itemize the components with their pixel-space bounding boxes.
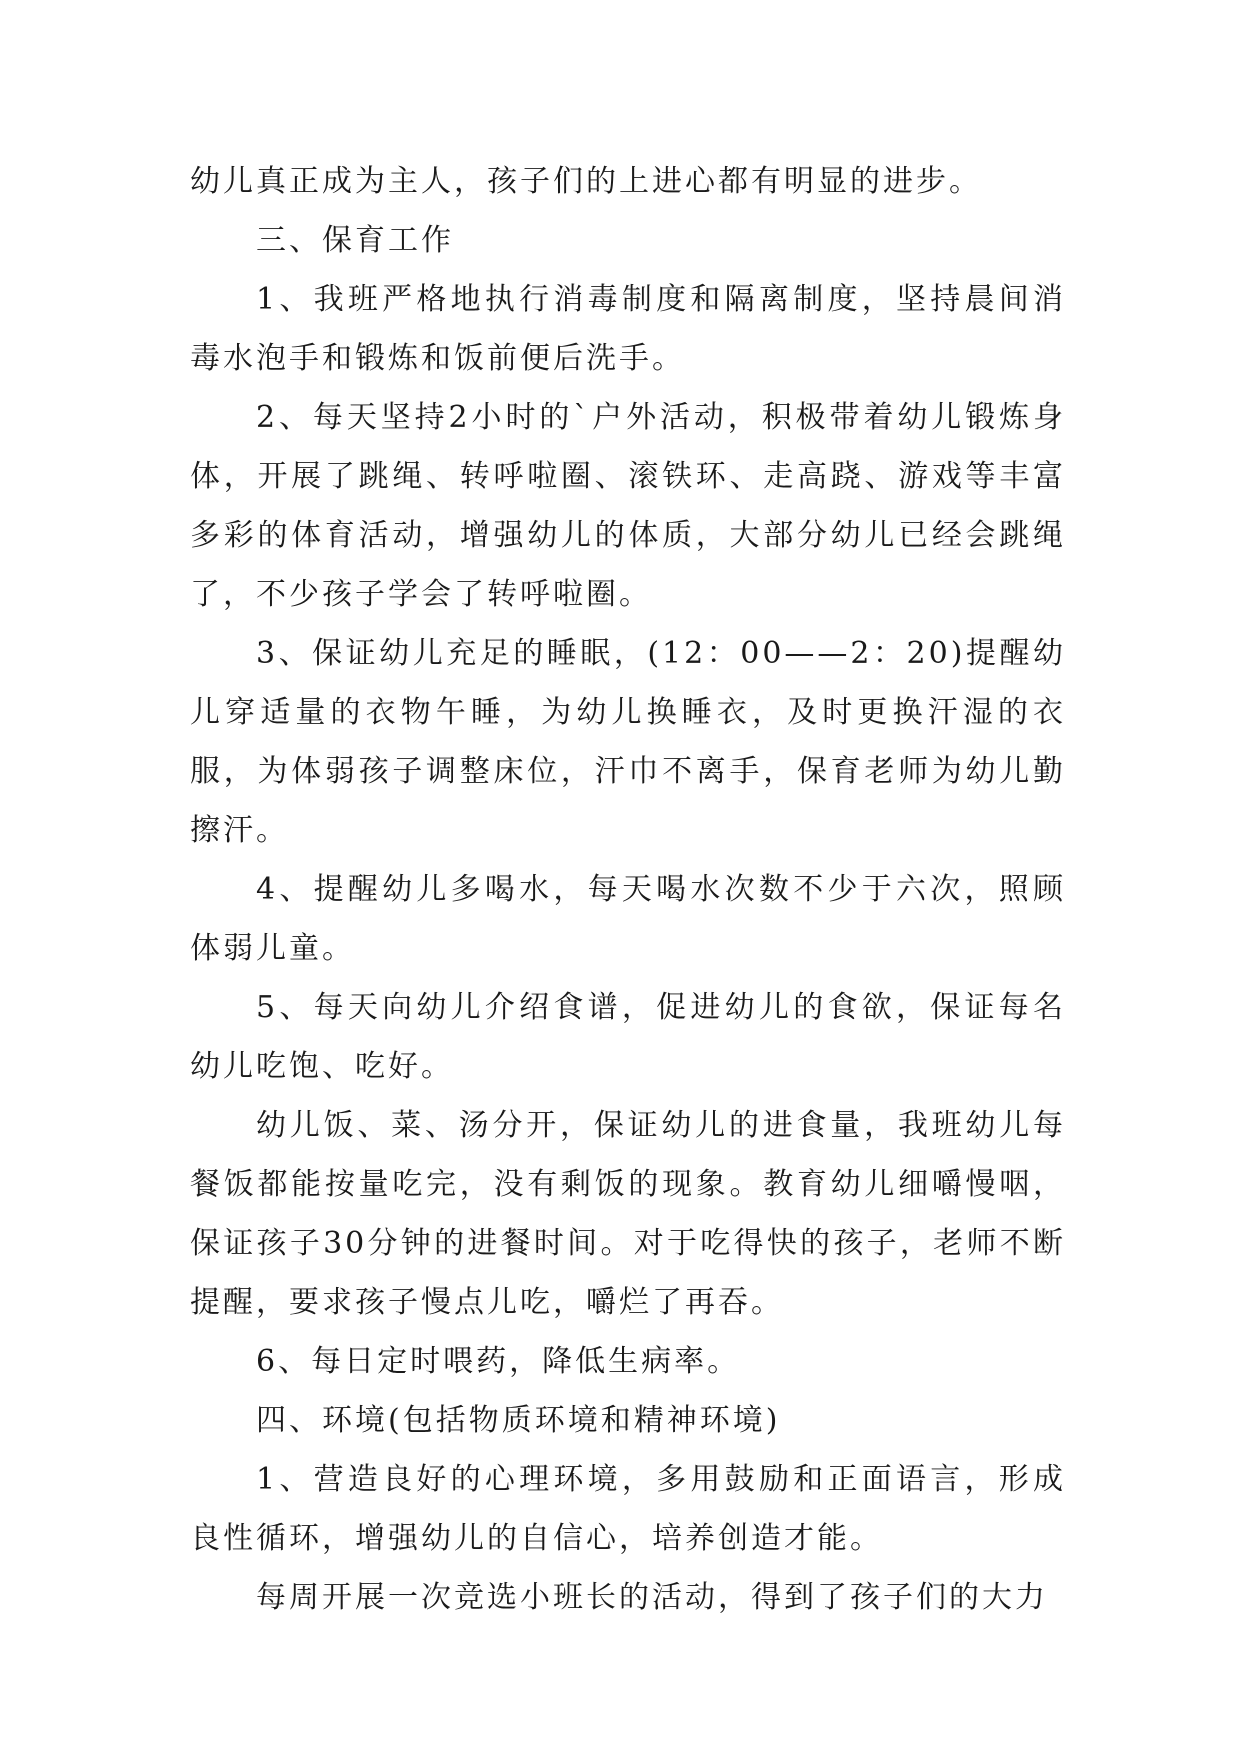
paragraph-meals: 幼儿饭、菜、汤分开，保证幼儿的进食量，我班幼儿每餐饭都能按量吃完，没有剩饭的现象。教育幼儿细嚼慢咽，保证孩子30分钟的进餐时间。对于吃得快的孩子，老师不断提醒，要求孩子慢点儿吃，嚼烂了再吞。 <box>190 1108 1066 1320</box>
paragraph-item-5: 5、每天向幼儿介绍食谱，促进幼儿的食欲，保证每名幼儿吃饱、吃好。 <box>190 990 1066 1084</box>
section-heading-environment: 四、环境(包括物质环境和精神环境) <box>256 1403 781 1438</box>
paragraph-item-6: 6、每日定时喂药，降低生病率。 <box>256 1344 741 1379</box>
paragraph-env-item-1: 1、营造良好的心理环境，多用鼓励和正面语言，形成良性循环，增强幼儿的自信心，培养创造才能。 <box>190 1462 1066 1556</box>
section-heading-care-work: 三、保育工作 <box>256 223 454 258</box>
document-page <box>190 152 1066 1627</box>
paragraph-item-1: 1、我班严格地执行消毒制度和隔离制度，坚持晨间消毒水泡手和锻炼和饭前便后洗手。 <box>190 282 1066 376</box>
paragraph-item-4: 4、提醒幼儿多喝水，每天喝水次数不少于六次，照顾体弱儿童。 <box>190 872 1066 966</box>
paragraph-continuation: 幼儿真正成为主人，孩子们的上进心都有明显的进步。 <box>190 164 982 199</box>
paragraph-weekly-activity: 每周开展一次竞选小班长的活动，得到了孩子们的大力 <box>256 1580 1048 1615</box>
paragraph-item-2: 2、每天坚持2小时的`户外活动，积极带着幼儿锻炼身体，开展了跳绳、转呼啦圈、滚铁环、走高跷、游戏等丰富多彩的体育活动，增强幼儿的体质，大部分幼儿已经会跳绳了，不少孩子学会了转呼啦圈。 <box>190 400 1066 612</box>
paragraph-item-3: 3、保证幼儿充足的睡眠，(12：00——2：20)提醒幼儿穿适量的衣物午睡，为幼儿换睡衣，及时更换汗湿的衣服，为体弱孩子调整床位，汗巾不离手，保育老师为幼儿勤擦汗。 <box>190 636 1066 848</box>
